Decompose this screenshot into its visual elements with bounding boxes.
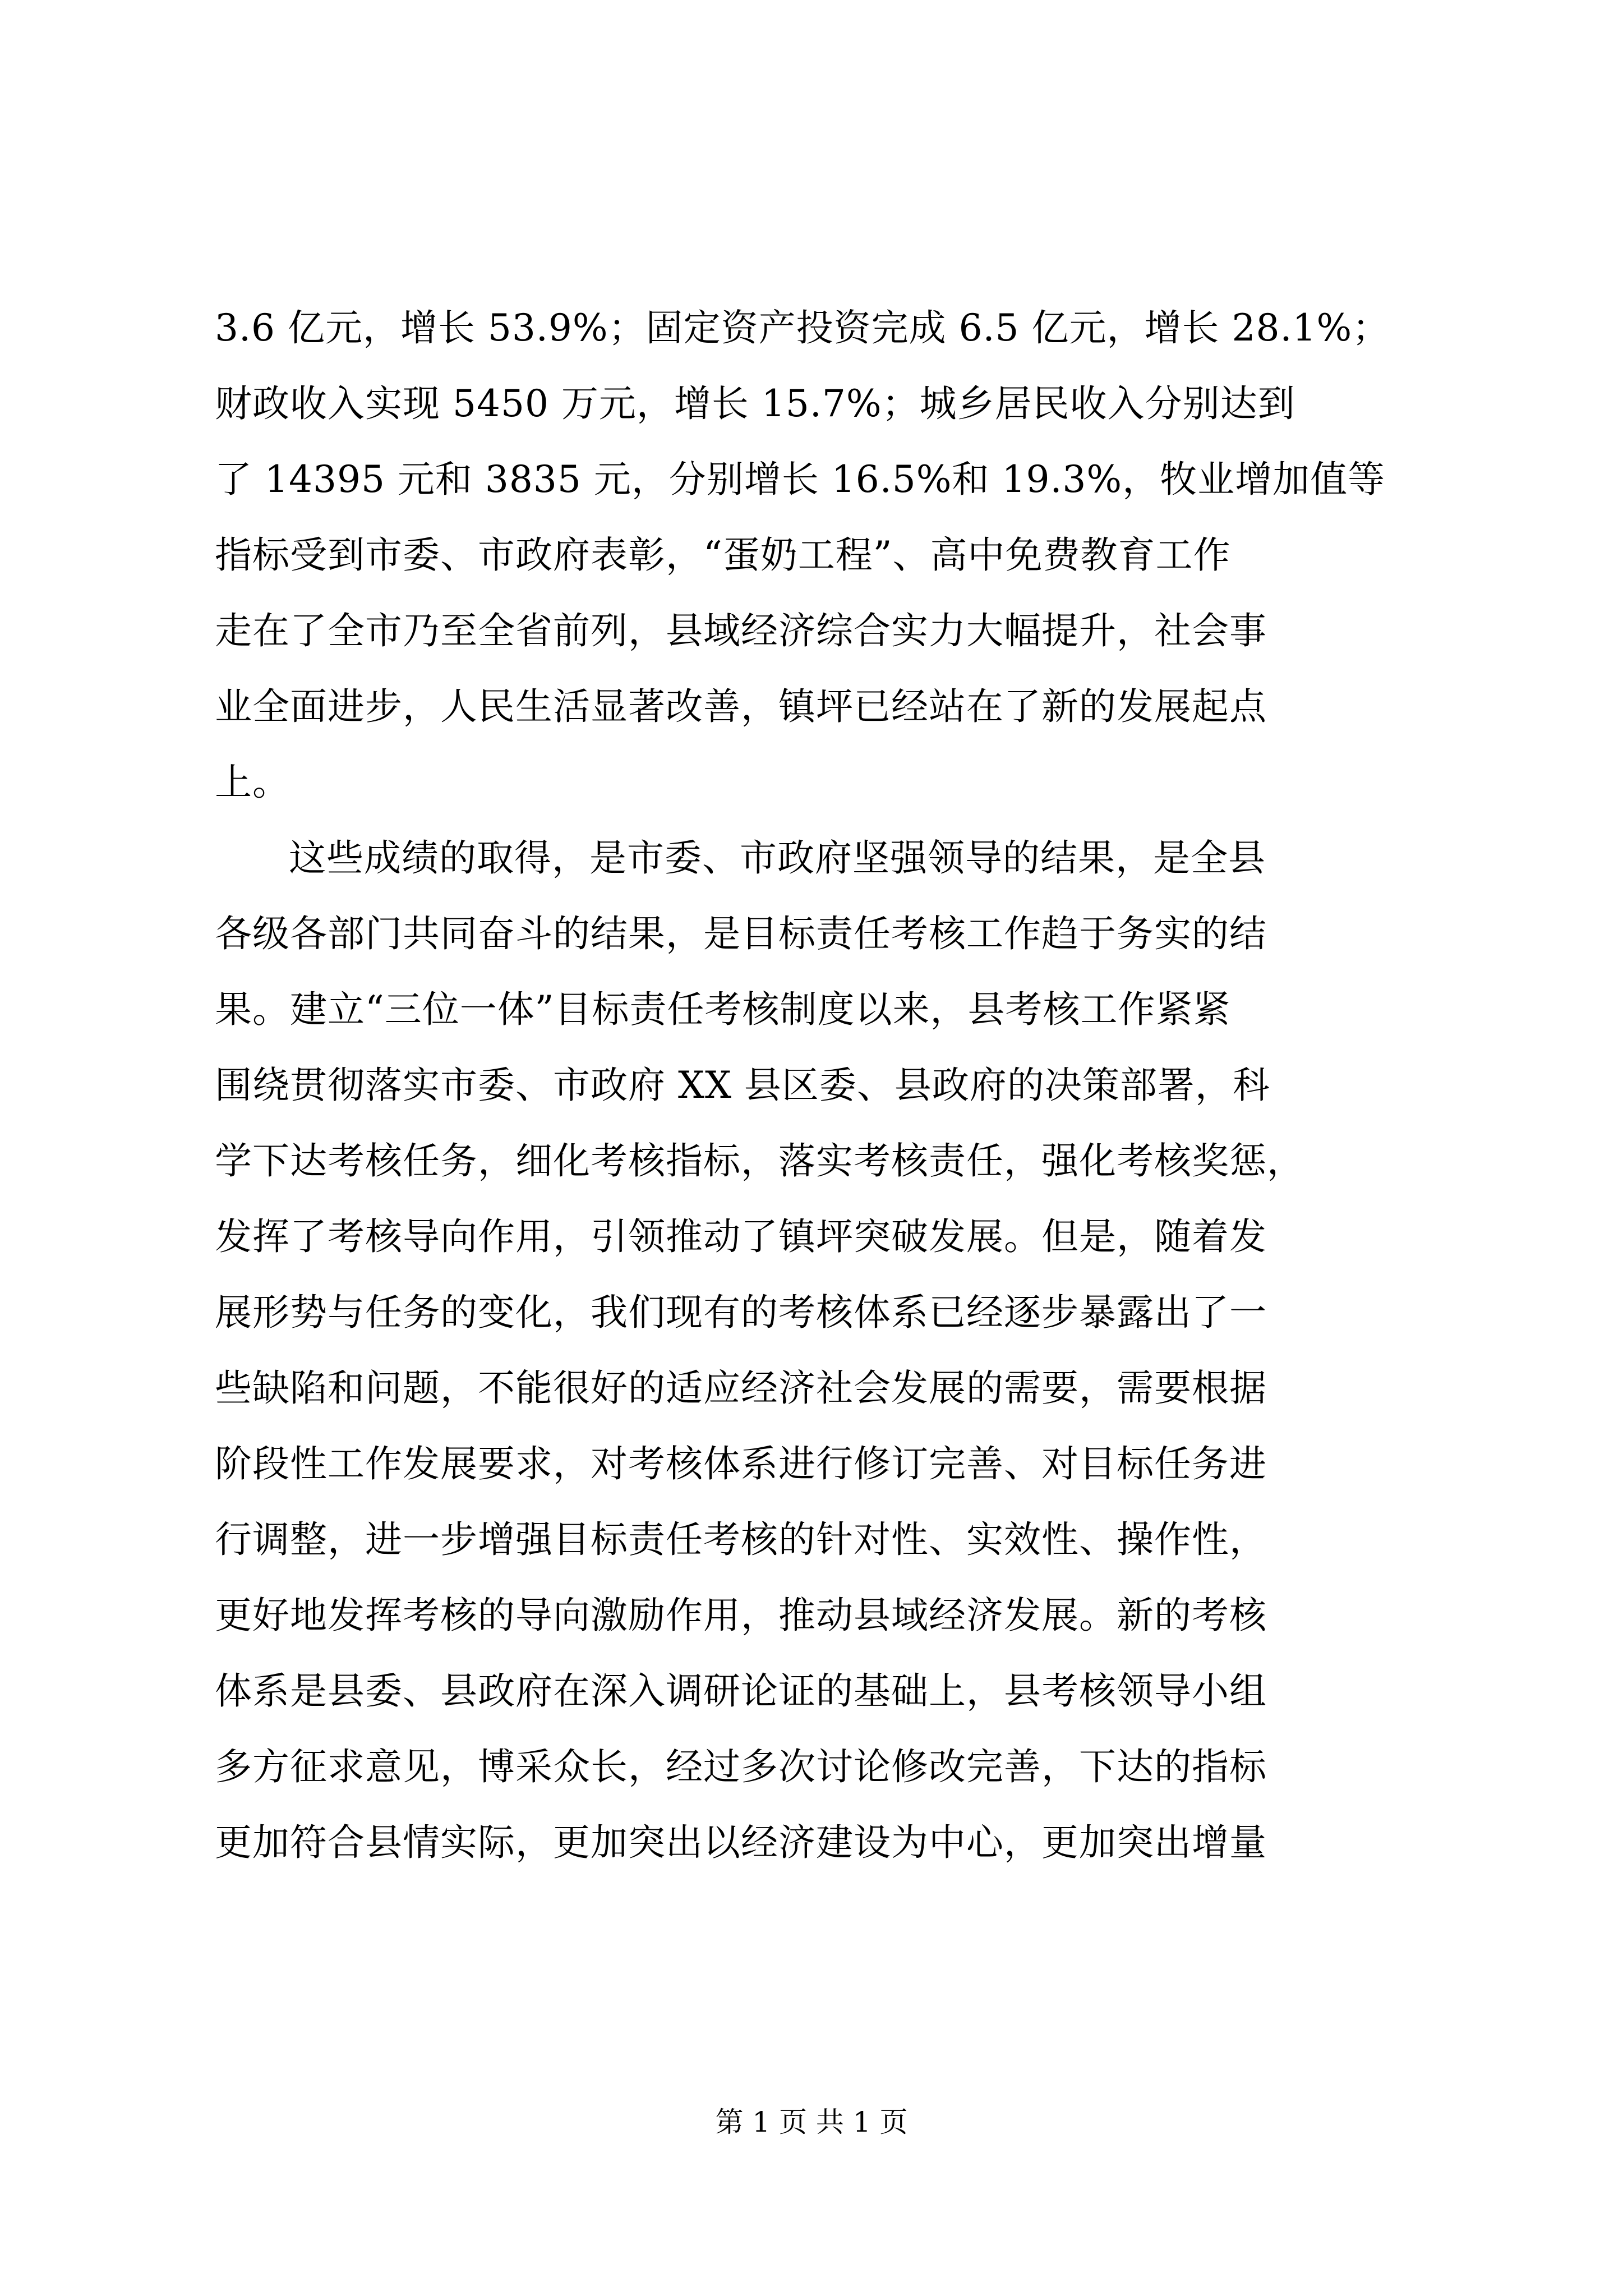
text-line: 围绕贯彻落实市委、市政府 XX 县区委、县政府的决策部署，科	[215, 1064, 1270, 1107]
text-line: 3.6 亿元，增长 53.9%；固定资产投资完成 6.5 亿元，增长 28.1%；	[215, 306, 1390, 349]
text-line: 多方征求意见，博采众长，经过多次讨论修改完善，下达的指标	[215, 1745, 1267, 1788]
text-line: 发挥了考核导向作用，引领推动了镇坪突破发展。但是，随着发	[215, 1215, 1267, 1258]
text-line: 走在了全市乃至全省前列，县域经济综合实力大幅提升，社会事	[215, 609, 1267, 652]
text-line: 展形势与任务的变化，我们现有的考核体系已经逐步暴露出了一	[215, 1291, 1267, 1334]
page-footer	[0, 2102, 1623, 2142]
text-line: 些缺陷和问题，不能很好的适应经济社会发展的需要，需要根据	[215, 1366, 1267, 1410]
text-line: 财政收入实现 5450 万元，增长 15.7%；城乡居民收入分别达到	[215, 382, 1295, 425]
text-line: 行调整，进一步增强目标责任考核的针对性、实效性、操作性，	[215, 1518, 1267, 1561]
paragraph-first-line: 这些成绩的取得，是市委、市政府坚强领导的结果，是全县	[289, 836, 1266, 880]
text-line: 指标受到市委、市政府表彰，“蛋奶工程”、高中免费教育工作	[215, 533, 1231, 577]
page-number: 第 1 页 共 1 页	[715, 2106, 908, 2138]
text-line: 上。	[215, 761, 290, 804]
text-line: 果。建立“三位一体”目标责任考核制度以来，县考核工作紧紧	[215, 988, 1231, 1031]
text-line: 学下达考核任务，细化考核指标，落实考核责任，强化考核奖惩，	[215, 1139, 1304, 1182]
text-line: 业全面进步，人民生活显著改善，镇坪已经站在了新的发展起点	[215, 685, 1267, 728]
text-line: 更好地发挥考核的导向激励作用，推动县域经济发展。新的考核	[215, 1594, 1267, 1637]
text-line: 了 14395 元和 3835 元，分别增长 16.5%和 19.3%，牧业增加值等	[215, 458, 1386, 501]
text-line: 更加符合县情实际，更加突出以经济建设为中心，更加突出增量	[215, 1821, 1267, 1864]
text-line: 阶段性工作发展要求，对考核体系进行修订完善、对目标任务进	[215, 1442, 1267, 1485]
text-line: 各级各部门共同奋斗的结果，是目标责任考核工作趋于务实的结	[215, 912, 1267, 955]
text-line: 体系是县委、县政府在深入调研论证的基础上，县考核领导小组	[215, 1669, 1267, 1713]
